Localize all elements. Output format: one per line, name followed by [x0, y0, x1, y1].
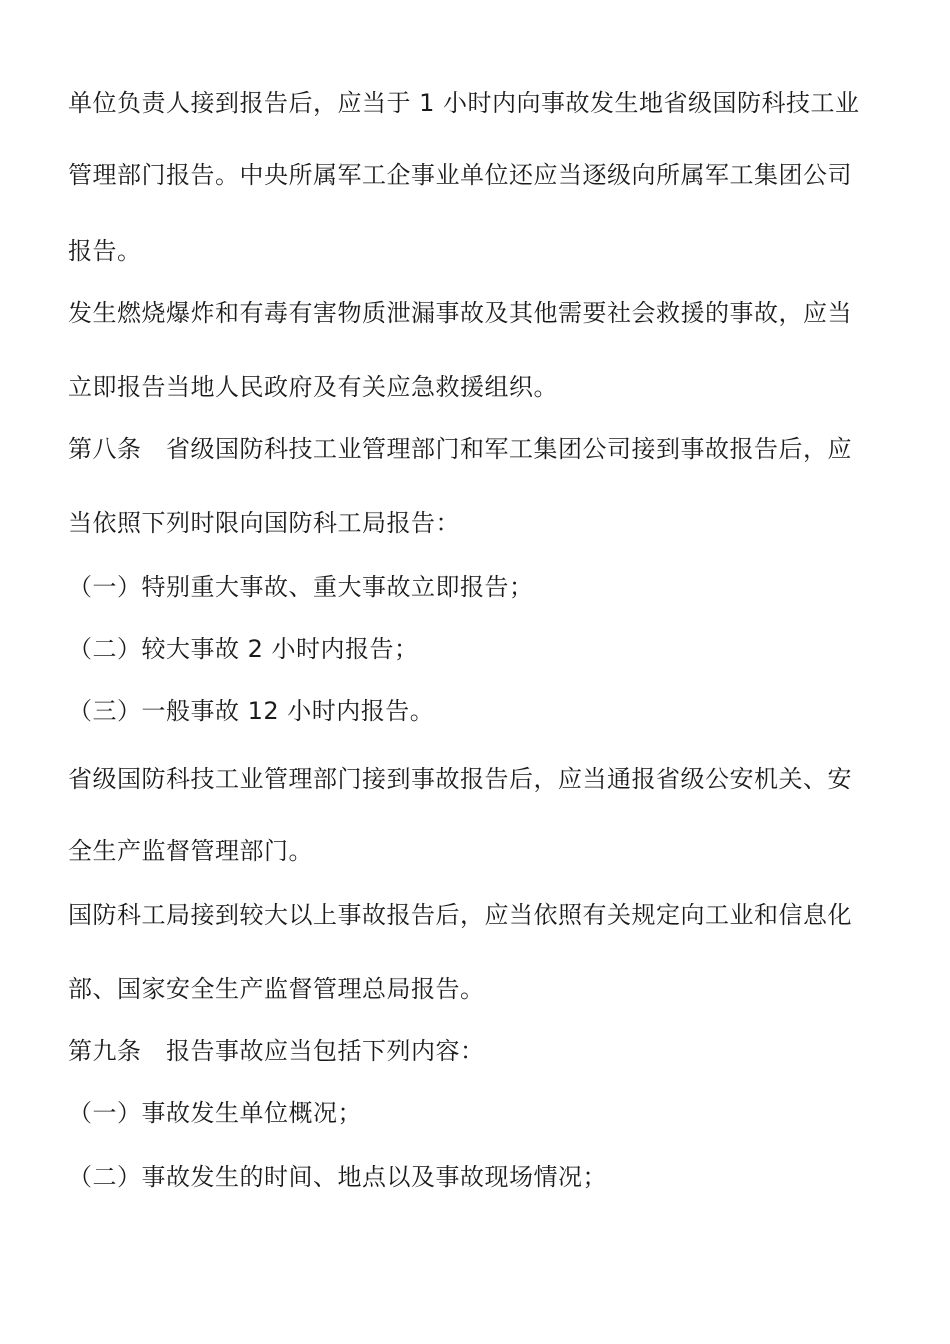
paragraph-line: 国防科工局接到较大以上事故报告后，应当依照有关规定向工业和信息化: [68, 901, 852, 929]
list-item: （二）较大事故 2 小时内报告；: [68, 635, 419, 663]
list-item: （三）一般事故 12 小时内报告。: [68, 697, 435, 725]
paragraph-line: 报告。: [68, 237, 142, 265]
paragraph-line: 全生产监督管理部门。: [68, 837, 313, 865]
article-heading-line: 第九条 报告事故应当包括下列内容：: [68, 1037, 485, 1065]
list-item: （二）事故发生的时间、地点以及事故现场情况；: [68, 1163, 607, 1191]
paragraph-line: 省级国防科技工业管理部门接到事故报告后，应当通报省级公安机关、安: [68, 765, 852, 793]
paragraph-line: 立即报告当地人民政府及有关应急救援组织。: [68, 373, 558, 401]
paragraph-line: 当依照下列时限向国防科工局报告：: [68, 509, 460, 537]
list-item: （一）特别重大事故、重大事故立即报告；: [68, 573, 534, 601]
paragraph-line: 单位负责人接到报告后，应当于 1 小时内向事故发生地省级国防科技工业: [68, 89, 860, 117]
article-heading-line: 第八条 省级国防科技工业管理部门和军工集团公司接到事故报告后，应: [68, 435, 852, 463]
paragraph-line: 管理部门报告。中央所属军工企事业单位还应当逐级向所属军工集团公司: [68, 161, 852, 189]
paragraph-line: 部、国家安全生产监督管理总局报告。: [68, 975, 485, 1003]
list-item: （一）事故发生单位概况；: [68, 1099, 362, 1127]
paragraph-line: 发生燃烧爆炸和有毒有害物质泄漏事故及其他需要社会救援的事故，应当: [68, 299, 852, 327]
